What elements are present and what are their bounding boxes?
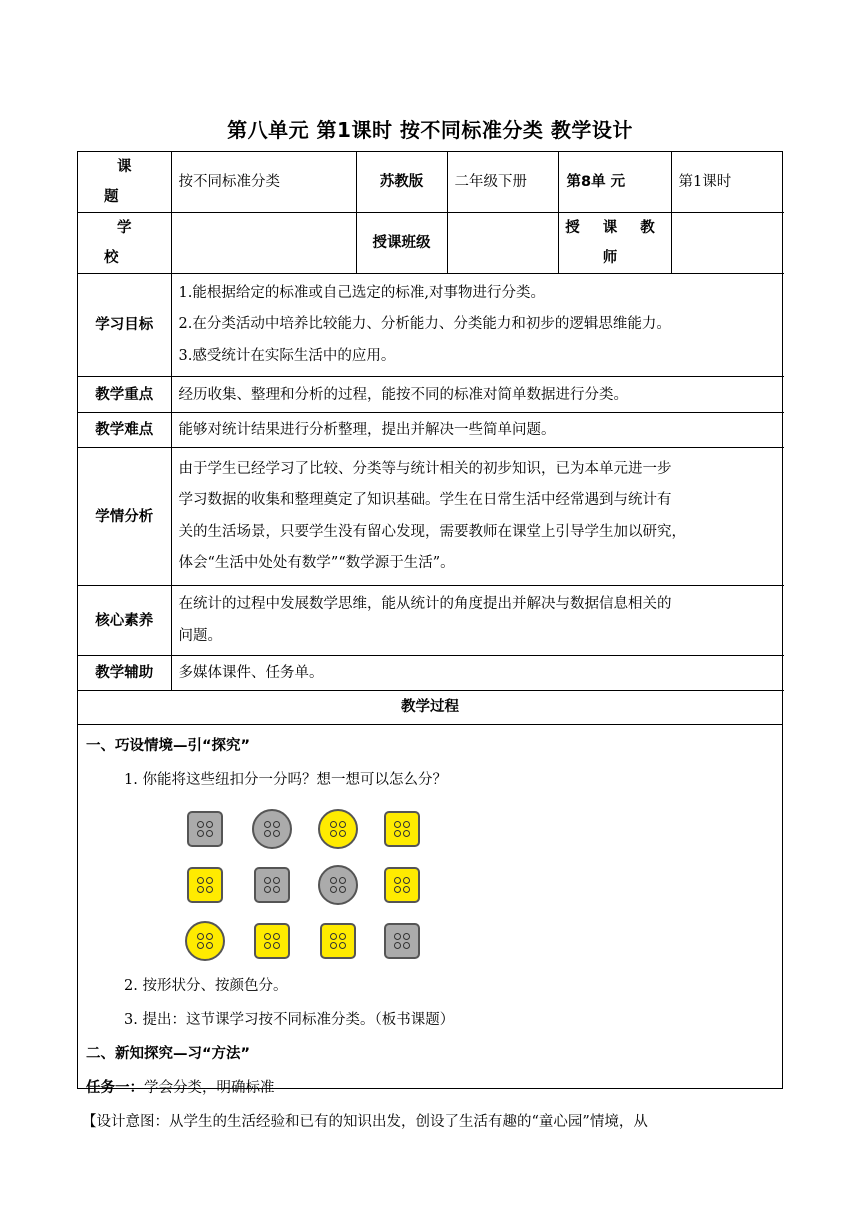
task-1 <box>86 1071 774 1105</box>
yellow-circle-button-icon <box>318 809 358 849</box>
yellow-square-button-icon <box>254 923 290 959</box>
label-analysis: 学情分析 <box>78 448 171 586</box>
gray-square-button-icon <box>254 867 290 903</box>
buttons-figure <box>86 803 774 969</box>
unit-value: 第8单 元 <box>558 152 671 213</box>
difficulty-text: 能够对统计结果进行分析整理，提出并解决一些简单问题。 <box>171 413 784 448</box>
label-teacher: 授 课 教 师 <box>558 213 671 274</box>
objective-item: 1.能根据给定的标准或自己选定的标准,对事物进行分类。 <box>178 284 545 301</box>
question-3: 3. 提出：这节课学习按不同标准分类。（板书课题） <box>124 1012 455 1028</box>
gray-square-button-icon <box>384 923 420 959</box>
section-heading: 二、新知探究—习“方法” <box>86 1046 251 1062</box>
analysis-line: 体会“生活中处处有数学”“数学源于生活”。 <box>178 555 455 571</box>
objective-item: 2.在分类活动中培养比较能力、分析能力、分类能力和初步的逻辑思维能力。 <box>178 316 671 333</box>
topic-value: 按不同标准分类 <box>171 152 356 213</box>
gray-square-button-icon <box>187 811 223 847</box>
teacher-value <box>671 213 784 274</box>
aids-text: 多媒体课件、任务单。 <box>171 656 784 691</box>
lesson-value: 第1课时 <box>671 152 784 213</box>
section-heading: 一、巧设情境—引“探究” <box>86 738 251 754</box>
process-heading: 教学过程 <box>78 691 782 725</box>
yellow-circle-button-icon <box>185 921 225 961</box>
objective-item: 3.感受统计在实际生活中的应用。 <box>178 347 396 364</box>
label-literacy: 核心素养 <box>78 586 171 656</box>
label-publisher: 苏教版 <box>356 152 447 213</box>
analysis-line: 关的生活场景，只要学生没有留心发现，需要教师在课堂上引导学生加以研究， <box>178 523 686 540</box>
question-2: 2. 按形状分、按颜色分。 <box>124 978 288 994</box>
class-value <box>447 213 558 274</box>
label-class: 授课班级 <box>356 213 447 274</box>
yellow-square-button-icon <box>384 867 420 903</box>
label-objectives: 学习目标 <box>78 274 171 377</box>
teaching-process <box>78 691 782 1139</box>
task-1-label: 任务一： <box>86 1080 144 1096</box>
label-school: 学 校 <box>78 213 171 274</box>
key-point-text: 经历收集、整理和分析的过程，能按不同的标准对简单数据进行分类。 <box>171 377 784 413</box>
question-1: 1. 你能将这些纽扣分一分吗？想一想可以怎么分？ <box>124 772 447 788</box>
document-title: 第八单元 第1课时 按不同标准分类 教学设计 <box>227 118 633 142</box>
yellow-square-button-icon <box>187 867 223 903</box>
task-1-text: 学会分类，明确标准 <box>144 1080 275 1096</box>
analysis-text <box>171 448 784 586</box>
yellow-square-button-icon <box>384 811 420 847</box>
header-table <box>78 152 784 691</box>
label-aids: 教学辅助 <box>78 656 171 691</box>
gray-circle-button-icon <box>252 809 292 849</box>
school-value <box>171 213 356 274</box>
analysis-line: 学习数据的收集和整理奠定了知识基础。学生在日常生活中经常遇到与统计有 <box>178 492 672 508</box>
gray-circle-button-icon <box>318 865 358 905</box>
lesson-plan-table <box>77 151 783 1130</box>
yellow-square-button-icon <box>320 923 356 959</box>
literacy-text <box>171 586 784 656</box>
label-key-point: 教学重点 <box>78 377 171 413</box>
objectives-list <box>171 274 784 377</box>
grade-value: 二年级下册 <box>447 152 558 213</box>
label-difficulty: 教学难点 <box>78 413 171 448</box>
label-topic: 课 题 <box>78 152 171 213</box>
literacy-line: 问题。 <box>178 627 222 644</box>
analysis-line: 由于学生已经学习了比较、分类等与统计相关的初步知识，已为本单元进一步 <box>178 460 672 477</box>
literacy-line: 在统计的过程中发展数学思维，能从统计的角度提出并解决与数据信息相关的 <box>178 596 672 612</box>
design-intent: 【设计意图：从学生的生活经验和已有的知识出发，创设了生活有趣的“童心园”情境，从 <box>82 1114 648 1130</box>
